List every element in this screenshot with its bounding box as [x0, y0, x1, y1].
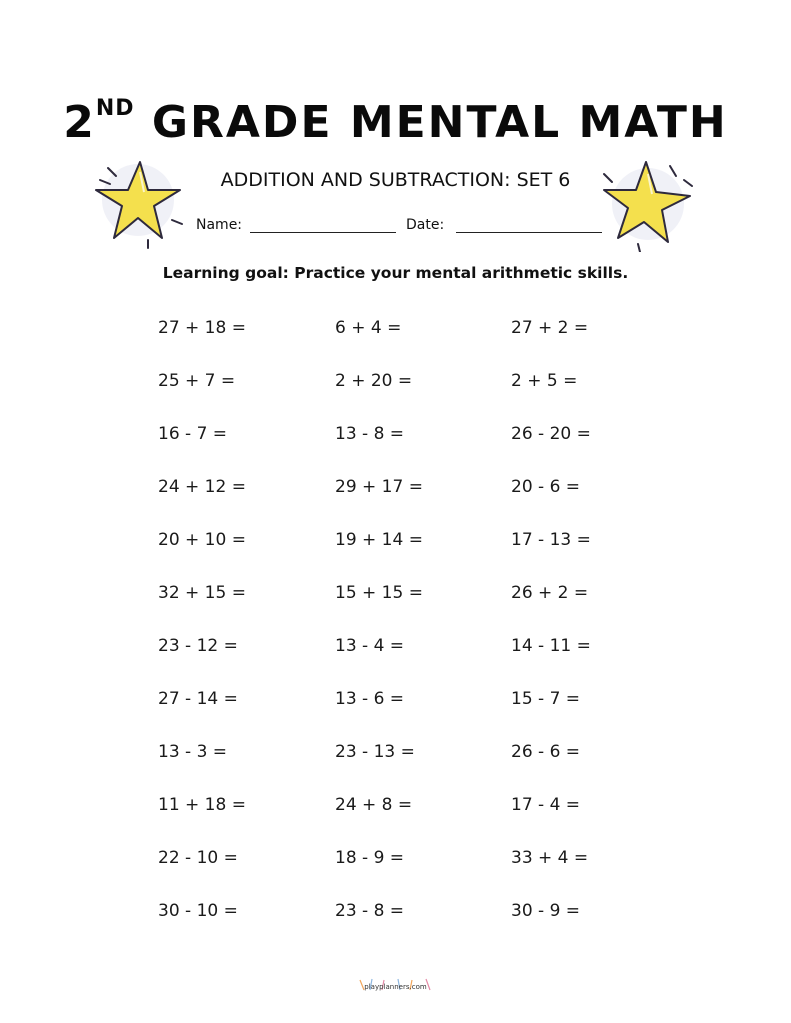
date-label: Date:: [406, 217, 445, 233]
learning-goal: Learning goal: Practice your mental arithmetic skills.: [162, 264, 629, 282]
math-problem: 26 + 2 =: [511, 583, 589, 603]
math-problem: 24 + 8 =: [335, 795, 413, 815]
math-problem: 6 + 4 =: [335, 318, 402, 338]
date-line[interactable]: [456, 216, 602, 233]
subtitle: ADDITION AND SUBTRACTION: SET 6: [220, 169, 571, 191]
math-problem: 26 - 6 =: [511, 742, 581, 762]
math-problem: 15 + 15 =: [335, 583, 423, 603]
math-problem: 32 + 15 =: [158, 583, 246, 603]
footer-site: playplanners.com: [364, 983, 427, 991]
math-problem: 23 - 8 =: [335, 901, 405, 921]
name-line[interactable]: [250, 216, 396, 233]
math-problem: 15 - 7 =: [511, 689, 581, 709]
math-problem: 18 - 9 =: [335, 848, 405, 868]
math-problem: 33 + 4 =: [511, 848, 589, 868]
math-problem: 26 - 20 =: [511, 424, 591, 444]
math-problem: 11 + 18 =: [158, 795, 246, 815]
right-star-icon: [598, 152, 698, 252]
math-problem: 2 + 20 =: [335, 371, 413, 391]
name-date-fields: [196, 216, 602, 233]
math-problem: 25 + 7 =: [158, 371, 236, 391]
math-problem: 27 + 2 =: [511, 318, 589, 338]
math-problem: 16 - 7 =: [158, 424, 228, 444]
math-problem: 2 + 5 =: [511, 371, 578, 391]
math-problem: 14 - 11 =: [511, 636, 591, 656]
math-problem: 22 - 10 =: [158, 848, 238, 868]
math-problem: 13 - 3 =: [158, 742, 228, 762]
math-problem: 29 + 17 =: [335, 477, 423, 497]
math-problem: 13 - 6 =: [335, 689, 405, 709]
name-label: Name:: [196, 217, 243, 233]
math-problem: 27 + 18 =: [158, 318, 246, 338]
math-problem: 13 - 4 =: [335, 636, 405, 656]
title-text: GRADE MENTAL MATH: [151, 97, 728, 148]
math-problem: 17 - 4 =: [511, 795, 581, 815]
math-problem: 27 - 14 =: [158, 689, 238, 709]
math-problem: 13 - 8 =: [335, 424, 405, 444]
math-problem: 17 - 13 =: [511, 530, 591, 550]
math-problem: 23 - 13 =: [335, 742, 415, 762]
math-problem: 19 + 14 =: [335, 530, 423, 550]
math-problem: 20 - 6 =: [511, 477, 581, 497]
math-problem: 24 + 12 =: [158, 477, 246, 497]
left-star-icon: [88, 150, 188, 250]
math-problem: 23 - 12 =: [158, 636, 238, 656]
grade-number: 2: [63, 97, 96, 148]
page-title: [0, 96, 791, 148]
math-problem: 20 + 10 =: [158, 530, 246, 550]
grade-suffix: ND: [95, 96, 135, 121]
math-problem: 30 - 9 =: [511, 901, 581, 921]
math-problem: 30 - 10 =: [158, 901, 238, 921]
